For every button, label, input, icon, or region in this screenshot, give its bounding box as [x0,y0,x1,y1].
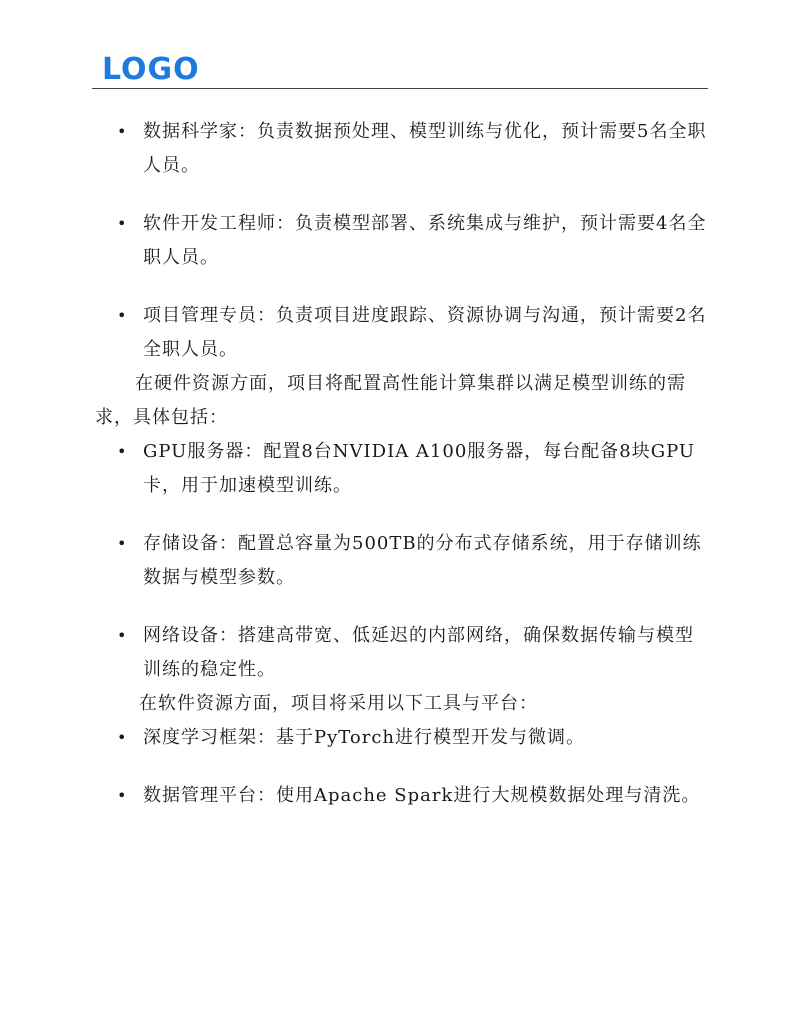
bullet-icon: • [117,626,127,645]
list-item-text: GPU服务器：配置8台NVIDIA A100服务器，每台配备8块GPU卡，用于加速模型训练。 [143,441,696,496]
bullet-icon: • [117,122,127,141]
list-item [95,115,710,183]
list-item-text: 网络设备：搭建高带宽、低延迟的内部网络，确保数据传输与模型训练的稳定性。 [143,625,694,680]
paragraph: 在软件资源方面，项目将采用以下工具与平台： [139,693,538,714]
list-item [95,619,710,687]
list-item [95,779,710,813]
list-item-text: 深度学习框架：基于PyTorch进行模型开发与微调。 [143,727,586,748]
list-item-text: 数据管理平台：使用Apache Spark进行大规模数据处理与清洗。 [143,785,701,806]
paragraph: 在硬件资源方面，项目将配置高性能计算集群以满足模型训练的需求，具体包括： [95,373,686,428]
list-item [95,721,710,755]
list-item-text: 软件开发工程师：负责模型部署、系统集成与维护，预计需要4名全职人员。 [143,213,707,268]
page-header [92,50,708,89]
list-item [95,207,710,275]
list-item [95,527,710,595]
bullet-icon: • [117,728,127,747]
document-body [95,115,710,813]
bullet-icon: • [117,786,127,805]
list-item-text: 存储设备：配置总容量为500TB的分布式存储系统，用于存储训练数据与模型参数。 [143,533,702,588]
bullet-icon: • [117,306,127,325]
list-item-text: 项目管理专员：负责项目进度跟踪、资源协调与沟通，预计需要2名全职人员。 [143,305,707,360]
bullet-icon: • [117,214,127,233]
list-item [95,435,710,503]
list-item [95,299,710,367]
bullet-icon: • [117,442,127,461]
logo: LOGO [102,52,200,87]
bullet-icon: • [117,534,127,553]
list-item-text: 数据科学家：负责数据预处理、模型训练与优化，预计需要5名全职人员。 [143,121,707,176]
